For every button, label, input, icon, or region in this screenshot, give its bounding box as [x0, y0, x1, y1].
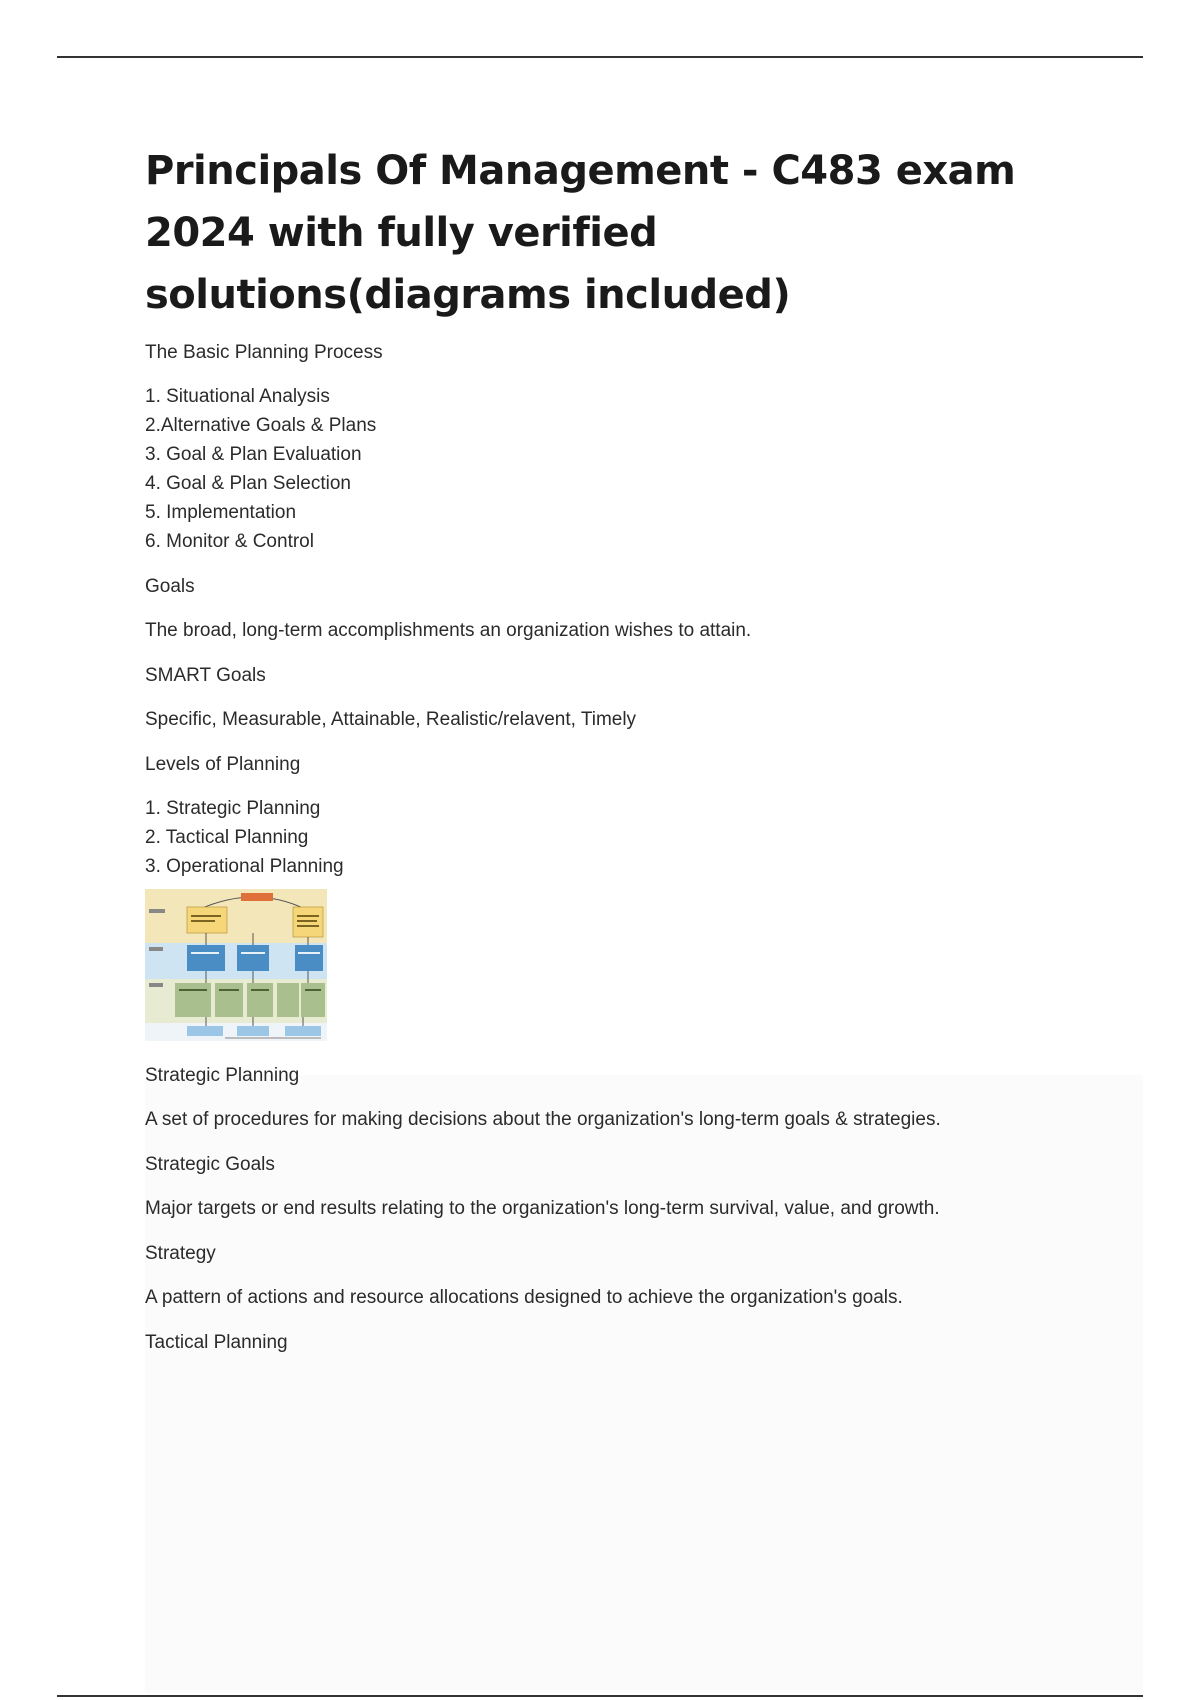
list-item: 3. Goal & Plan Evaluation	[145, 444, 362, 465]
diagram-box	[187, 945, 225, 971]
question-levels-of-planning: Levels of Planning	[145, 754, 301, 775]
question-tactical-planning: Tactical Planning	[145, 1332, 288, 1353]
answer-strategic-planning: A set of procedures for making decisions about the organization's long-term goals & strategies.	[145, 1109, 941, 1130]
answer-basic-planning-list	[145, 382, 1075, 556]
answer-levels-list	[145, 794, 1075, 881]
list-item: 1. Strategic Planning	[145, 798, 321, 819]
diagram-box	[237, 1026, 269, 1036]
list-item: 3. Operational Planning	[145, 856, 344, 877]
diagram-box	[237, 945, 269, 971]
question-goals: Goals	[145, 576, 195, 597]
planning-levels-diagram	[145, 889, 327, 1041]
document-body	[145, 140, 1075, 1372]
document-title: Principals Of Management - C483 exam 2024 with fully verified solutions(diagrams included)	[145, 148, 1016, 318]
diagram-box	[285, 1026, 321, 1036]
list-item: 1. Situational Analysis	[145, 386, 330, 407]
list-item: 6. Monitor & Control	[145, 531, 314, 552]
answer-goals: The broad, long-term accomplishments an organization wishes to attain.	[145, 620, 752, 641]
list-item: 5. Implementation	[145, 502, 297, 523]
bottom-rule	[57, 1695, 1143, 1697]
top-rule	[57, 56, 1143, 58]
answer-strategic-goals: Major targets or end results relating to the organization's long-term survival, value, and growth.	[145, 1198, 940, 1219]
diagram-box	[247, 983, 273, 1017]
question-smart-goals: SMART Goals	[145, 665, 266, 686]
list-item: 2.Alternative Goals & Plans	[145, 415, 377, 436]
question-strategic-goals: Strategic Goals	[145, 1154, 275, 1175]
question-strategic-planning: Strategic Planning	[145, 1065, 300, 1086]
list-item: 4. Goal & Plan Selection	[145, 473, 351, 494]
question-strategy: Strategy	[145, 1243, 216, 1264]
diagram-box	[215, 983, 243, 1017]
diagram-box	[187, 1026, 223, 1036]
diagram-box	[241, 893, 273, 901]
diagram-box	[295, 945, 323, 971]
diagram-box	[175, 983, 211, 1017]
answer-strategy: A pattern of actions and resource allocations designed to achieve the organization's goals.	[145, 1287, 903, 1308]
answer-smart-goals: Specific, Measurable, Attainable, Realistic/relavent, Timely	[145, 709, 637, 730]
question-basic-planning: The Basic Planning Process	[145, 342, 383, 363]
list-item: 2. Tactical Planning	[145, 827, 309, 848]
diagram-box	[301, 983, 325, 1017]
diagram-box	[277, 983, 299, 1017]
